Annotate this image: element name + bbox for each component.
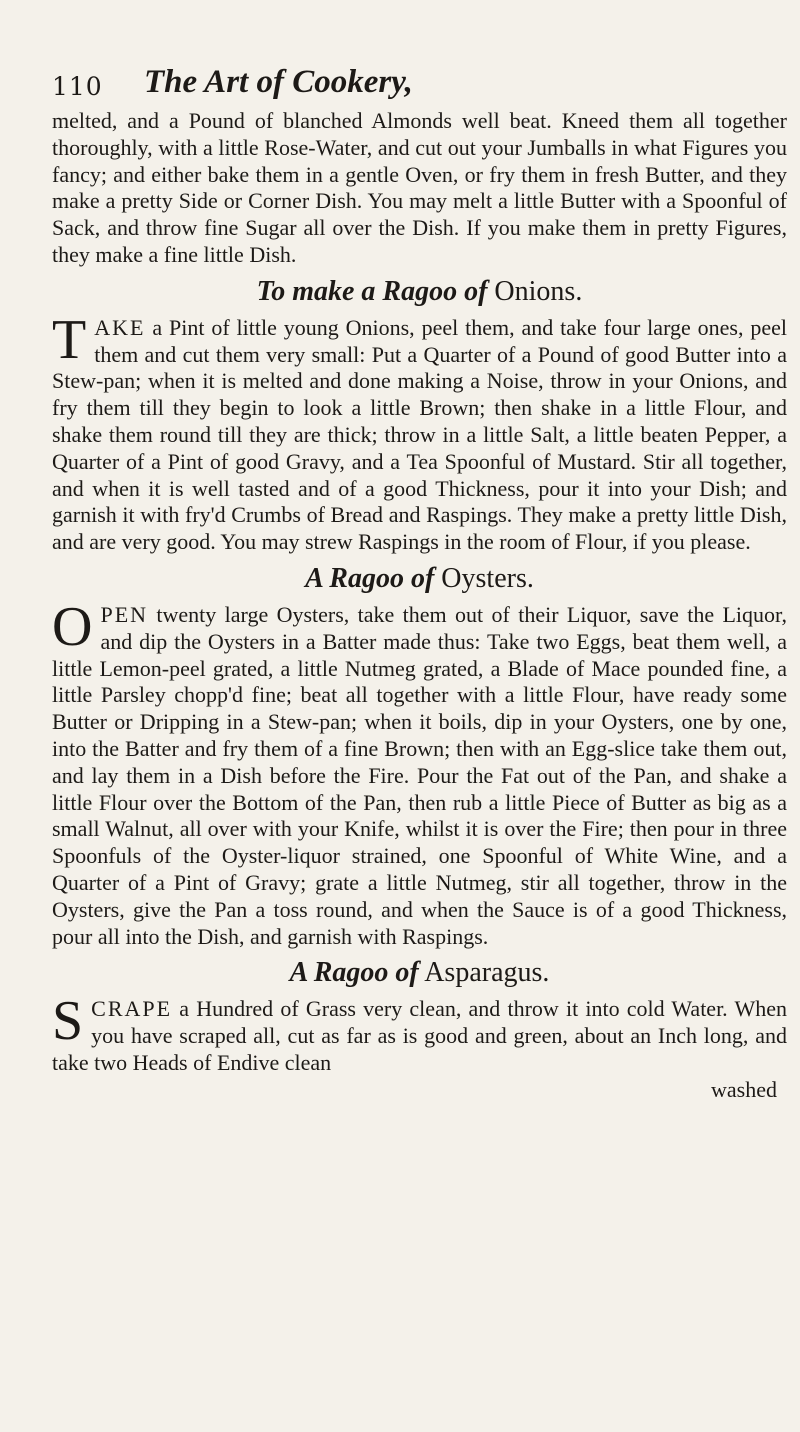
- recipe-text: a Hundred of Grass very clean, and throw it into cold Water. When you have scraped all, cut as far as is good and green, about an Inch long, and take two Heads of Endive clean: [52, 996, 787, 1075]
- recipe-body-onions: [52, 308, 787, 556]
- recipe-heading-roman: Onions.: [494, 275, 583, 307]
- recipe-heading-italic: A Ragoo of: [305, 562, 435, 594]
- recipe-heading-onions: [52, 275, 787, 309]
- lead-word: CRAPE: [91, 996, 173, 1022]
- recipe-heading-roman: Asparagus.: [424, 957, 550, 989]
- recipe-text: a Pint of little young Onions, peel them, and take four large ones, peel them and cut them very small: Put a Quarter of a Pound of good Butter into a Stew-pan; when it is melted and done making a Noise, throw in your Onions, and fry them till they begin to look a little Brown; then shake in a little Flour, and shake them round till they are thick; throw in a little Salt, a little beaten Pepper, a Quarter of a Pint of good Gravy, and a Tea Spoonful of Mustard. Stir all together, and when it is well tasted and of a good Thickness, pour it into your Dish; and garnish it with fry'd Crumbs of Bread and Raspings. They make a pretty little Dish, and are very good. You may strew Raspings in the room of Flour, if you please.: [52, 314, 787, 555]
- intro-paragraph: melted, and a Pound of blanched Almonds well beat. Kneed them all together thoroughly, with a little Rose-Water, and cut out your Jumballs in what Figures you fancy; and either bake them in a gentle Oven, or fry them in fresh Butter, and they make a pretty Side or Corner Dish. You may melt a little Butter with a Spoonful of Sack, and throw fine Sugar all over the Dish. If you make them in pretty Figures, they make a fine little Dish.: [52, 108, 787, 267]
- book-page: [52, 64, 787, 1404]
- lead-word: PEN: [100, 601, 149, 627]
- recipe-heading-italic: To make a Ragoo of: [256, 275, 488, 307]
- lead-word: AKE: [94, 314, 146, 340]
- recipe-heading-oysters: [52, 562, 787, 596]
- drop-cap: O: [52, 595, 93, 658]
- recipe-heading-roman: Oysters.: [441, 562, 534, 594]
- recipe-heading-asparagus: [52, 956, 787, 990]
- catchword: washed: [711, 1076, 777, 1102]
- recipe-text: twenty large Oysters, take them out of their Liquor, save the Liquor, and dip the Oysters in a Batter made thus: Take two Eggs, beat them well, a little Lemon-peel grated, a little Nutmeg grated, a Blade of Mace pounded fine, a little Parsley chopp'd fine; beat all together with a little Flour, have ready some Butter or Dripping in a Stew-pan; when it boils, dip in your Oysters, one by one, into the Batter and fry them of a fine Brown; then with an Egg-slice take them out, and lay them in a Dish before the Fire. Pour the Fat out of the Pan, and shake a little Flour over the Bottom of the Pan, then rub a little Piece of Butter as big as a small Walnut, all over with your Knife, whilst it is over the Fire; then pour in three Spoonfuls of the Oyster-liquor strained, one Spoonful of White Wine, and a Quarter of a Pint of Gravy; grate a little Nutmeg, stir all together, throw in the Oysters, give the Pan a toss round, and when the Sauce is of a good Thickness, pour all into the Dish, and garnish with Raspings.: [52, 601, 787, 949]
- running-title: The Art of Cookery,: [144, 64, 413, 100]
- running-head: [52, 64, 787, 108]
- drop-cap: T: [52, 308, 87, 371]
- page-number: 110: [52, 72, 103, 101]
- recipe-body-asparagus: [52, 990, 787, 1076]
- recipe-body-oysters: [52, 595, 787, 950]
- recipe-heading-italic: A Ragoo of: [289, 957, 419, 989]
- drop-cap: S: [52, 990, 84, 1053]
